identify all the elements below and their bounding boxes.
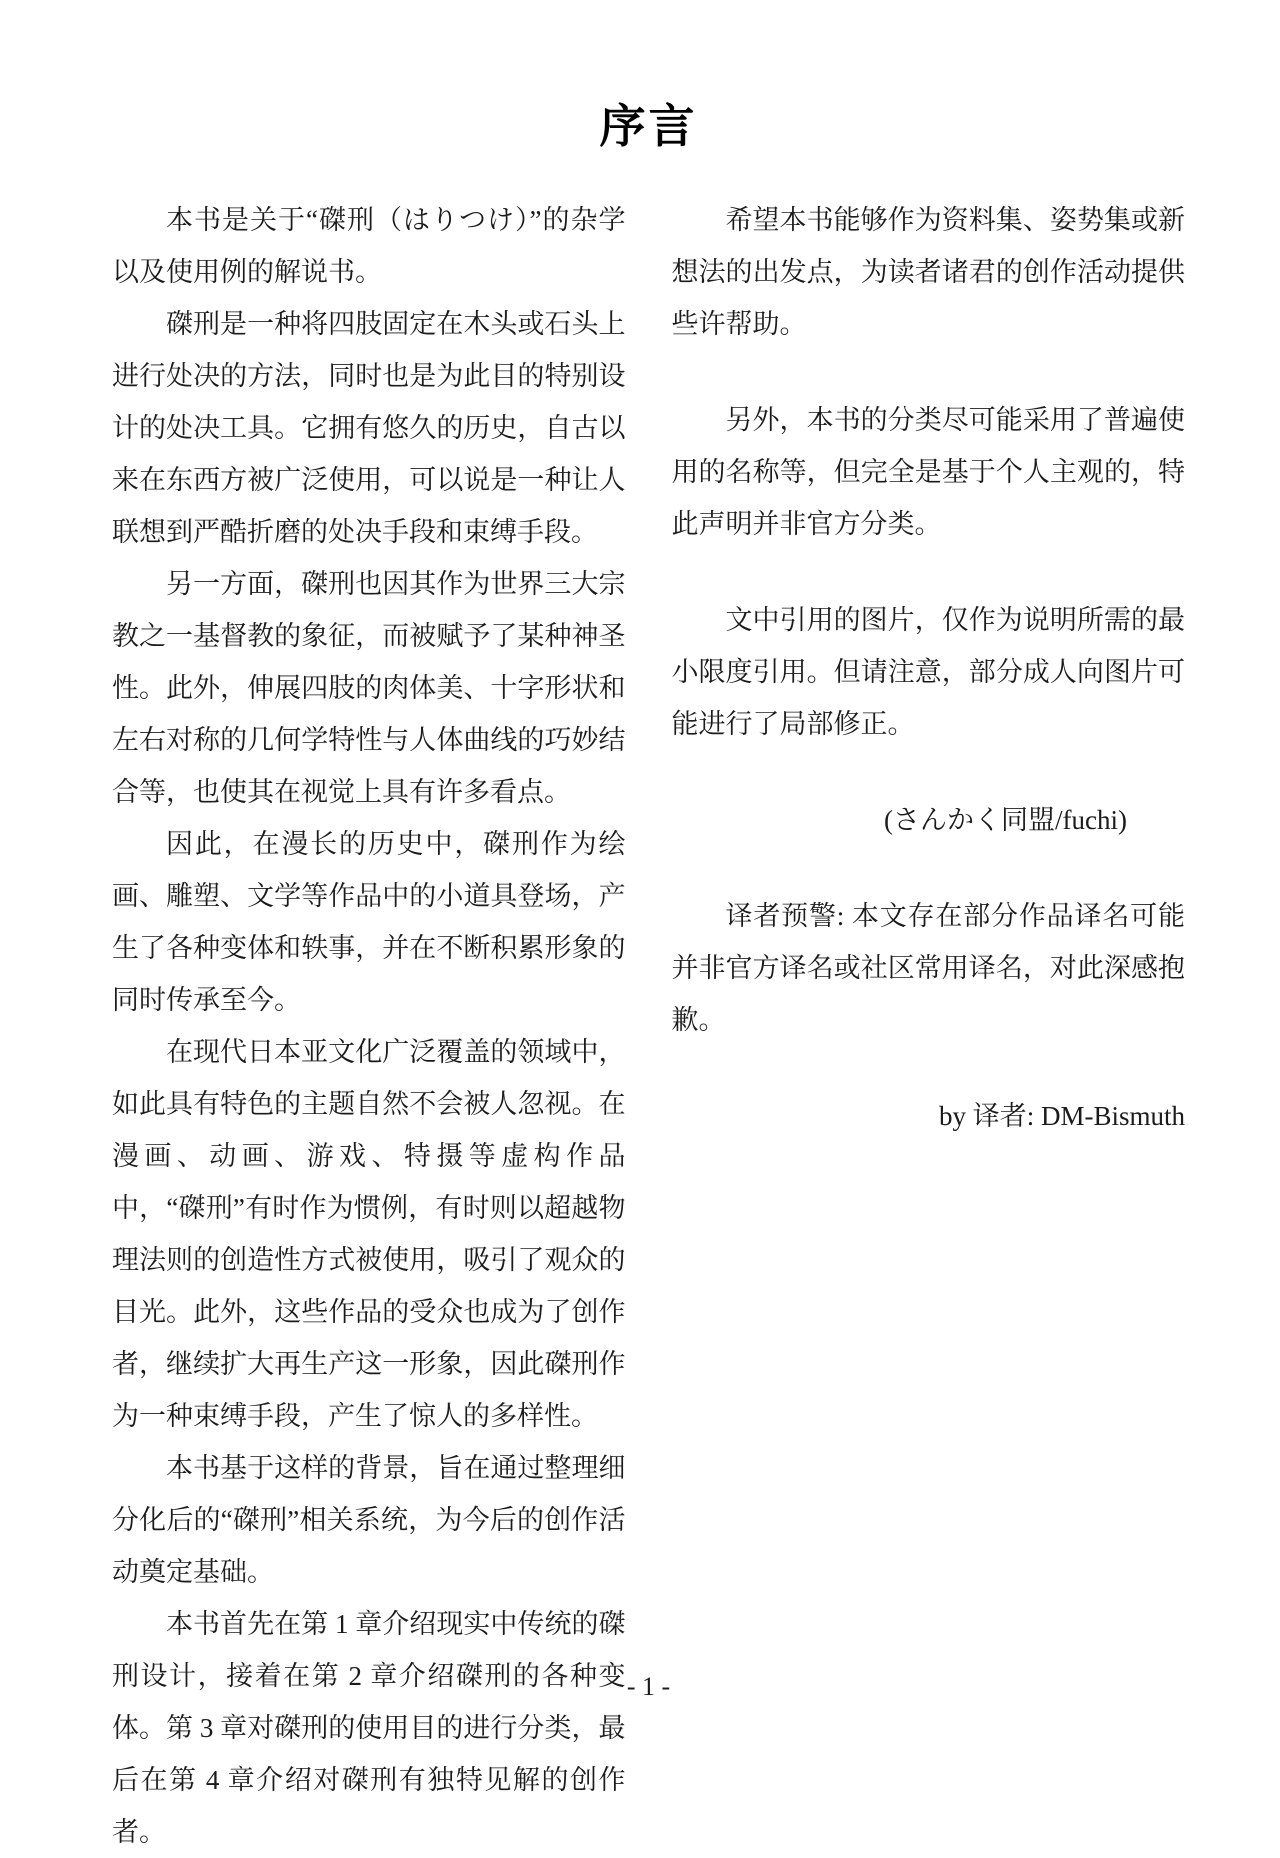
paragraph: 本书是关于“磔刑（はりつけ）”的杂学以及使用例的解说书。 xyxy=(112,205,626,287)
paragraph: 磔刑是一种将四肢固定在木头或石头上进行处决的方法，同时也是为此目的特别设计的处决工具。它拥有悠久的历史，自古以来在东西方被广泛使用，可以说是一种让人联想到严酷折磨的处决手段和束缚手段。 xyxy=(112,309,626,547)
right-column xyxy=(672,194,1186,1858)
paragraph: 本书首先在第 1 章介绍现实中传统的磔刑设计，接着在第 2 章介绍磔刑的各种变体。第 3 章对磔刑的使用目的进行分类，最后在第 4 章介绍对磔刑有独特见解的创作者。 xyxy=(112,1609,626,1847)
paragraph: 希望本书能够作为资料集、姿势集或新想法的出发点，为读者诸君的创作活动提供些许帮助。 xyxy=(671,205,1185,339)
translator-credit: by 译者: DM-Bismuth xyxy=(938,1101,1185,1131)
page-number: - 1 - xyxy=(626,1672,671,1701)
paragraph: 在现代日本亚文化广泛覆盖的领域中，如此具有特色的主题自然不会被人忽视。在漫画、动画、游戏、特摄等虚构作品中，“磔刑”有时作为惯例，有时则以超越物理法则的创造性方式被使用，吸引了观众的目光。此外，这些作品的受众也成为了创作者，继续扩大再生产这一形象，因此磔刑作为一种束缚手段，产生了惊人的多样性。 xyxy=(112,1037,626,1431)
translator-note: 译者预警: 本文存在部分作品译名可能并非官方译名或社区常用译名，对此深感抱歉。 xyxy=(671,901,1185,1035)
paragraph: 本书基于这样的背景，旨在通过整理细分化后的“磔刑”相关系统，为今后的创作活动奠定基础。 xyxy=(112,1453,626,1587)
paragraph: 文中引用的图片，仅作为说明所需的最小限度引用。但请注意，部分成人向图片可能进行了局部修正。 xyxy=(671,605,1185,739)
paragraph: 另外，本书的分类尽可能采用了普遍使用的名称等，但完全是基于个人主观的，特此声明并非官方分类。 xyxy=(671,405,1185,539)
author-signature: (さんかく同盟/fuchi) xyxy=(884,805,1127,835)
paragraph: 另一方面，磔刑也因其作为世界三大宗教之一基督教的象征，而被赋予了某种神圣性。此外，伸展四肢的肉体美、十字形状和左右对称的几何学特性与人体曲线的巧妙结合等，也使其在视觉上具有许多看点。 xyxy=(112,569,626,807)
left-column xyxy=(112,194,626,1858)
right-column-paragraphs xyxy=(672,194,1186,750)
two-column-layout xyxy=(112,194,1185,1858)
page-title: 序言 xyxy=(599,99,698,153)
paragraph: 因此，在漫长的历史中，磔刑作为绘画、雕塑、文学等作品中的小道具登场，产生了各种变体和轶事，并在不断积累形象的同时传承至今。 xyxy=(112,829,626,1015)
